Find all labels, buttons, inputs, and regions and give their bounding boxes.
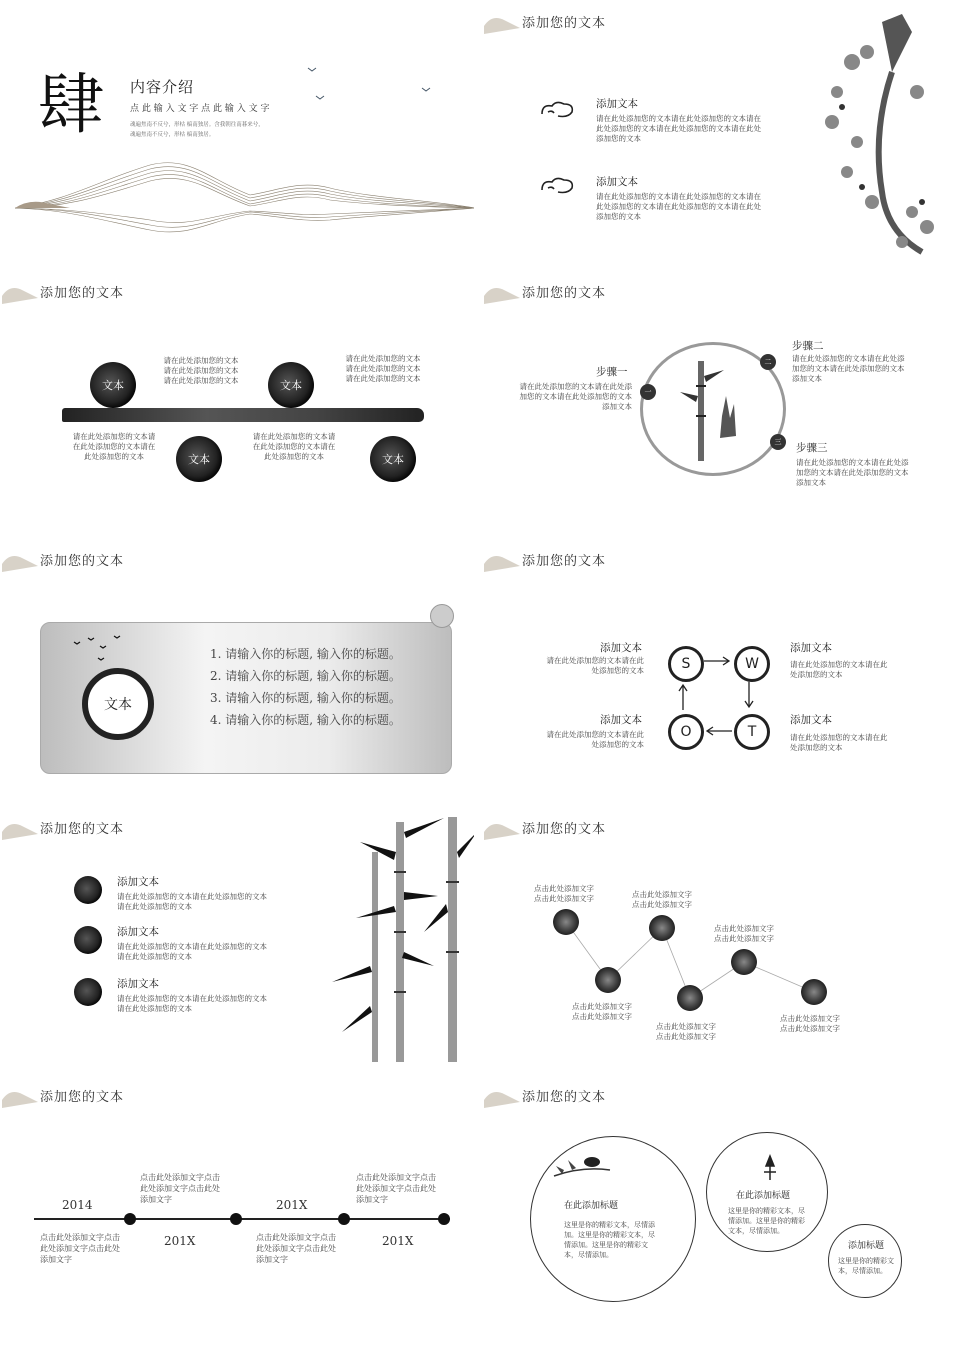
slide-title: 添加您的文本 — [40, 822, 125, 837]
item-body: 请在此处添加您的文本请在此处添加您的文本请在此处添加您的文本 — [117, 942, 267, 961]
dot-label: 点击此处添加文字点击此处添加文字 — [780, 1014, 840, 1033]
ink-flower-branch-decoration — [812, 12, 952, 260]
list-item: 3. 请输入你的标题, 输入你的标题。 — [210, 691, 401, 705]
swot-title: 添加文本 — [600, 642, 642, 654]
item-body: 请在此处添加您的文本请在此处添加您的文本请在此处添加您的文本 — [117, 994, 267, 1013]
slide-5 — [0, 538, 474, 800]
ink-node: 文本 — [268, 362, 314, 408]
intro-line-1: 魂遍焦南不反兮，形枯 槁南独居。含我朝往南暮来兮， — [130, 122, 264, 128]
slide-8 — [482, 806, 956, 1068]
node-text: 请在此处添加您的文本请在此处添加您的文本请在此处添加您的文本 — [252, 432, 336, 461]
bamboo-illustration — [316, 812, 474, 1068]
timeline-dot — [677, 985, 703, 1011]
swot-s: S — [668, 646, 704, 682]
swot-title: 添加文本 — [790, 642, 832, 654]
circle-title: 在此添加标题 — [564, 1201, 619, 1211]
brush-mark-icon — [482, 6, 522, 36]
dot-label: 点击此处添加文字点击此处添加文字 — [534, 884, 594, 903]
item-body: 请在此处添加您的文本请在此处添加您的文本请在此处添加您的文本 — [117, 892, 267, 911]
item-title: 添加文本 — [596, 98, 638, 110]
slide-2 — [482, 0, 956, 262]
bamboo-icon — [678, 356, 750, 466]
slide-10 — [482, 1074, 956, 1336]
slide-header — [482, 1074, 956, 1114]
year-label: 2014 — [62, 1198, 93, 1212]
slide-7 — [0, 806, 474, 1068]
swot-o: O — [668, 714, 704, 750]
step-three-title: 步骤三 — [796, 442, 828, 454]
intro-subtitle: 点 此 输 入 文 字 点 此 输 入 文 字 — [130, 104, 270, 114]
list-item: 4. 请输入你的标题, 输入你的标题。 — [210, 713, 401, 727]
timeline-dot — [649, 915, 675, 941]
timeline-dot — [595, 967, 621, 993]
brush-mark-icon — [482, 276, 522, 306]
step-one-title: 步骤一 — [596, 366, 628, 378]
dot-label: 点击此处添加文字点击此处添加文字 — [714, 924, 774, 943]
big-character: 肆 — [38, 66, 104, 143]
slide-title: 添加您的文本 — [522, 16, 607, 31]
circle-body: 这里是你的精彩文本，尽情添加。 — [838, 1257, 894, 1275]
node-text: 请在此处添加您的文本请在此处添加您的文本请在此处添加您的文本 — [163, 356, 239, 385]
dot-label: 点击此处添加文字点击此处添加文字 — [572, 1002, 632, 1021]
ink-brush-stroke — [62, 408, 424, 422]
brush-mark-icon — [482, 544, 522, 574]
item-body: 请在此处添加您的文本请在此处添加您的文本请在此处添加您的文本请在此处添加您的文本请在此处添加您的文本 — [596, 114, 761, 143]
slide-title: 添加您的文本 — [522, 286, 607, 301]
item-title: 添加文本 — [117, 876, 159, 888]
brush-mark-icon — [0, 812, 40, 842]
circle-body: 这里是你的精彩文本，尽情添加。这里是你的精彩文本，尽情添加。 — [728, 1207, 805, 1235]
mountain-lines-decoration — [10, 150, 474, 245]
swot-text: 请在此处添加您的文本请在此处添加您的文本 — [546, 730, 644, 749]
swot-w: W — [734, 646, 770, 682]
item-title: 添加文本 — [117, 926, 159, 938]
ink-dot-icon — [74, 876, 102, 904]
step-badge: 二 — [760, 354, 776, 370]
circle-title: 在此添加标题 — [736, 1191, 791, 1201]
swot-title: 添加文本 — [790, 714, 832, 726]
step-two-title: 步骤二 — [792, 340, 824, 352]
year-label: 201X — [382, 1234, 414, 1248]
ink-node: 文本 — [90, 362, 136, 408]
list-item: 2. 请输入你的标题, 输入你的标题。 — [210, 669, 401, 683]
list-item: 1. 请输入你的标题, 输入你的标题。 — [210, 647, 401, 661]
slide-header — [0, 538, 474, 578]
step-three-text: 请在此处添加您的文本请在此处添加您的文本请在此处添加您的文本添加文本 — [796, 458, 909, 487]
figure-icon — [758, 1154, 782, 1182]
step-badge: 一 — [640, 384, 656, 400]
slide-header — [0, 1074, 474, 1114]
ink-circle: 文本 — [82, 668, 154, 740]
swot-t: T — [734, 714, 770, 750]
slide-4 — [482, 270, 956, 532]
arrow-icon — [678, 682, 688, 710]
step-badge: 三 — [770, 434, 786, 450]
slide-header — [0, 270, 474, 310]
year-label: 201X — [276, 1198, 308, 1212]
circle-body: 这里是你的精彩文本，尽情添加。这里是你的精彩文本，尽情添加。这里是你的精彩文本，尽情添加。 — [564, 1221, 655, 1259]
circle-title: 添加标题 — [848, 1241, 885, 1251]
slide-1 — [0, 0, 474, 262]
ink-dot-icon — [74, 978, 102, 1006]
swot-text: 请在此处添加您的文本请在此处添加您的文本 — [546, 656, 644, 675]
arrow-icon — [704, 726, 732, 736]
ink-node: 文本 — [370, 436, 416, 482]
dot-label: 点击此处添加文字点击此处添加文字 — [632, 890, 692, 909]
timeline-text: 点击此处添加文字点击此处添加文字点击此处添加文字 — [256, 1233, 336, 1264]
slide-title: 添加您的文本 — [40, 1090, 125, 1105]
item-body: 请在此处添加您的文本请在此处添加您的文本请在此处添加您的文本请在此处添加您的文本请在此处添加您的文本 — [596, 192, 761, 221]
swot-text: 请在此处添加您的文本请在此处添加您的文本 — [790, 660, 888, 679]
ink-node: 文本 — [176, 436, 222, 482]
intro-line-2: 魂遍焦南不反兮，形枯 槁南独居。 — [130, 132, 215, 138]
slide-header — [482, 538, 956, 578]
slide-title: 添加您的文本 — [40, 286, 125, 301]
slide-title: 添加您的文本 — [40, 554, 125, 569]
timeline-dot — [553, 909, 579, 935]
node-text: 请在此处添加您的文本请在此处添加您的文本请在此处添加您的文本 — [345, 354, 421, 383]
ink-dot-icon — [74, 926, 102, 954]
slide-header — [482, 270, 956, 310]
slide-6 — [482, 538, 956, 800]
timeline-text: 点击此处添加文字点击此处添加文字点击此处添加文字 — [356, 1173, 436, 1204]
arrow-icon — [704, 656, 732, 666]
birds-icon — [300, 60, 440, 110]
swot-title: 添加文本 — [600, 714, 642, 726]
timeline-dot — [731, 949, 757, 975]
arrow-icon — [744, 682, 754, 710]
birds-icon — [70, 632, 130, 662]
brush-mark-icon — [0, 276, 40, 306]
node-text: 请在此处添加您的文本请在此处添加您的文本请在此处添加您的文本 — [72, 432, 156, 461]
item-title: 添加文本 — [117, 978, 159, 990]
step-two-text: 请在此处添加您的文本请在此处添加您的文本请在此处添加您的文本添加文本 — [792, 354, 905, 383]
timeline-text: 点击此处添加文字点击此处添加文字点击此处添加文字 — [40, 1233, 120, 1264]
slide-title: 添加您的文本 — [522, 1090, 607, 1105]
step-one-text: 请在此处添加您的文本请在此处添加您的文本请在此处添加您的文本添加文本 — [519, 382, 632, 411]
slide-title: 添加您的文本 — [522, 822, 607, 837]
brush-mark-icon — [0, 1080, 40, 1110]
timeline-dot — [801, 979, 827, 1005]
intro-title: 内容介绍 — [130, 78, 195, 96]
dot-label: 点击此处添加文字点击此处添加文字 — [656, 1022, 716, 1041]
year-label: 201X — [164, 1234, 196, 1248]
cloud-icon — [538, 174, 578, 198]
brush-mark-icon — [482, 1080, 522, 1110]
slide-3 — [0, 270, 474, 532]
item-title: 添加文本 — [596, 176, 638, 188]
slide-9 — [0, 1074, 474, 1336]
slide-title: 添加您的文本 — [522, 554, 607, 569]
scroll-roll-top — [430, 604, 454, 628]
bird-branch-icon — [552, 1146, 612, 1182]
timeline-text: 点击此处添加文字点击此处添加文字点击此处添加文字 — [140, 1173, 220, 1204]
swot-text: 请在此处添加您的文本请在此处添加您的文本 — [790, 733, 888, 752]
cloud-icon — [538, 98, 578, 122]
brush-mark-icon — [0, 544, 40, 574]
